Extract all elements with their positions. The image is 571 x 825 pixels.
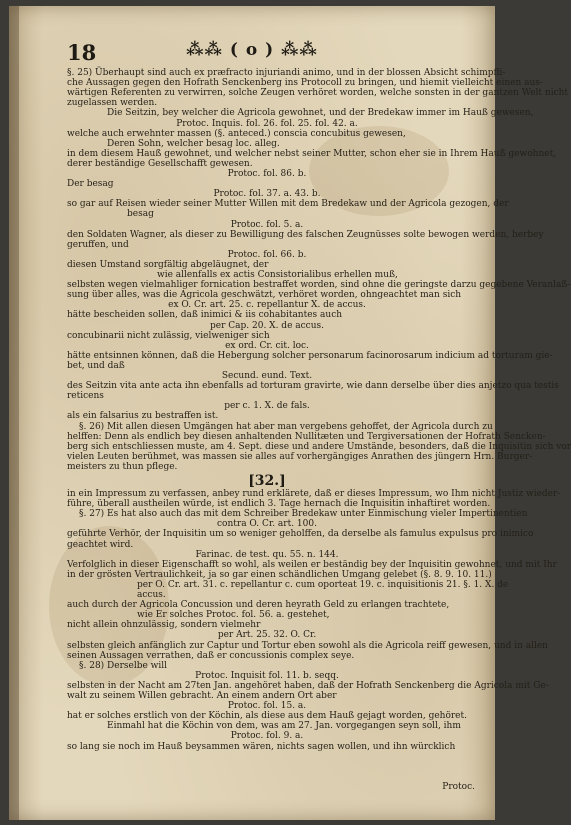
text-line: Protoc. fol. 5. a. — [230, 219, 304, 230]
text-line: führe, überall austheilen würde, ist endlich 3. Tage hernach die Inquisitin inhaftiret worden. — [67, 499, 491, 510]
text-line: ex O. Cr. art. 25. c. repellantur X. de accus. — [168, 300, 366, 311]
text-line: berg sich entschliessen muste, am 4. Sept. diese und andere Umstände, besonders, daß die Inquisitin sich vor — [67, 441, 571, 452]
text-line: selbsten wegen vielmahliger fornication bestraffet worden, sind ohne die geringste darzu gegebene Veranlaß- — [67, 280, 571, 291]
text-line: Die Seitzin, bey welcher die Agricola gewohnet, und der Bredekaw immer im Hauß gewesen, — [107, 108, 534, 119]
text-line: hätte bescheiden sollen, daß inimici & iis cohabitantes auch — [67, 310, 343, 321]
text-line: Protoc. Inquis. fol. 26. fol. 25. fol. 42. a. — [176, 118, 358, 129]
text-line: wärtigen Referenten zu verwirren, solche Zeugen verhöret worden, welche sonsten in der gantzen Welt nicht — [67, 88, 569, 99]
text-line: per Art. 25. 32. O. Cr. — [217, 630, 317, 641]
text-line: Protoc. fol. 66. b. — [227, 249, 307, 260]
text-line: concubinarii nicht zulässig, vielweniger sich — [67, 330, 270, 341]
text-line: Protoc. fol. 15. a. — [227, 701, 307, 712]
text-line: Protoc. Inquisit fol. 11. b. seqq. — [195, 670, 339, 681]
text-line: wie allenfalls ex actis Consistorialibus erhellen muß, — [157, 270, 398, 280]
text-line: per c. 1. X. de fals. — [224, 401, 310, 412]
text-line: Protoc. fol. 86. b. — [227, 169, 307, 179]
text-line: diesen Umstand sorgfältig abgeläugnet, der — [67, 259, 269, 270]
page-header — [9, 6, 495, 65]
text-line: derer beständige Gesellschafft gewesen. — [67, 158, 253, 169]
text-line: §. 27) Es hat also auch das mit dem Schreiber Bredekaw unter Einmischung vieler Impertinentien — [79, 509, 528, 520]
text-line: Deren Sohn, welcher besag loc. alleg. — [107, 138, 280, 149]
text-line: sung über alles, was die Agricola geschwätzt, verhöret worden, ohngeachtet man sich — [67, 290, 462, 301]
text-line: §. 26) Mit allen diesen Umgängen hat aber man vergebens gehoffet, der Agricola durch zu — [79, 421, 493, 432]
catchword: Protoc. — [442, 782, 475, 792]
text-line: che Aussagen gegen den Hofrath Senckenberg ins Protocoll zu bringen, und hiemit vielleicht einen aus- — [67, 78, 543, 89]
text-line: accus. — [137, 590, 166, 600]
text-line: in dem diesem Hauß gewohnet, und welcher nebst seiner Mutter, schon eher sie in Ihrem Hauß gewohnet, — [67, 148, 557, 159]
text-line: als ein falsarius zu bestraffen ist. — [67, 411, 219, 422]
text-line: helffen: Denn als endlich bey diesen anhaltenden Nullitæten und Tergiversationen der Hofrath Sencken- — [67, 431, 546, 442]
text-line: Protoc. fol. 9. a. — [230, 731, 304, 742]
page-body — [67, 68, 571, 768]
text-line: contra O. Cr. art. 100. — [217, 519, 317, 530]
text-line: Farinac. de test. qu. 55. n. 144. — [195, 549, 339, 560]
text-line: walt zu seinem Willen gebracht. An einem andern Ort aber — [67, 691, 337, 701]
text-line: in der grösten Vertraulichkeit, ja so gar einen schändlichen Umgang gelebet (§. 8. 9. 10. 11.) — [67, 569, 492, 580]
text-line: zugelassen werden. — [67, 98, 158, 109]
page-number: 18 — [67, 40, 97, 65]
text-line: Protoc. fol. 37. a. 43. b. — [213, 189, 321, 200]
text-line: per O. Cr. art. 31. c. repellantur c. cum oporteat 19. c. inquisitionis 21. §. 1. X. de — [137, 579, 509, 590]
section-marker: [32.] — [248, 473, 286, 489]
text-line: so lang sie noch im Hauß beysammen wären, nichts sagen wollen, und ihn würcklich — [67, 741, 456, 752]
text-line: Der besag — [67, 179, 114, 190]
text-line: ex ord. Cr. cit. loc. — [225, 340, 309, 351]
text-line: den Soldaten Wagner, als dieser zu Bewilligung des falschen Zeugnüsses solte bewogen werden, herbey — [67, 229, 544, 240]
text-line: selbsten in der Nacht am 27ten Jan. angehöret haben, daß der Hofrath Senckenberg die Agricola mit Ge- — [67, 680, 549, 691]
text-line: per Cap. 20. X. de accus. — [210, 320, 324, 331]
text-line: des Seitzin vita ante acta ihn ebenfalls ad torturam gravirte, wie dann derselbe über dies anjetzo qua testis — [67, 381, 559, 392]
text-line: Secund. eund. Text. — [221, 371, 313, 381]
text-line: welche auch erwehnter massen (§. anteced.) conscia concubitus gewesen, — [67, 128, 406, 139]
text-line: in ein Impressum zu verfassen, anbey rund erklärete, daß er dieses Impressum, wo Ihm nicht Justiz wieder- — [67, 489, 561, 499]
text-line: §. 25) Überhaupt sind auch ex præfracto injuriandi animo, und in der blossen Absicht schimpfli- — [67, 68, 506, 78]
text-line: hat er solches erstlich von der Köchin, als diese aus dem Hauß gejagt worden, gehöret. — [67, 711, 467, 722]
text-line: Verfolglich in dieser Eigenschafft so wohl, als weilen er beständig bey der Inquisitin gewohnet, und mit Ihr — [67, 559, 557, 570]
text-line: reticens — [67, 391, 104, 402]
text-line: wie Er solches Protoc. fol. 56. a. gestehet, — [137, 610, 330, 621]
text-line: meisters zu thun pflege. — [67, 461, 178, 472]
document-page — [9, 6, 571, 820]
text-line: vielen Leuten berühmet, was massen sie alles auf vorhergängiges Anrathen des jüngern Hrn. Burger- — [67, 451, 533, 462]
text-line: so gar auf Reisen wieder seiner Mutter Willen mit dem Bredekaw und der Agricola gezogen, der — [67, 199, 509, 210]
header-ornament: ⁂⁂ ( o ) ⁂⁂ — [186, 40, 318, 60]
text-line: §. 28) Derselbe will — [79, 660, 168, 671]
text-line: nicht allein ohnzulässig, sondern vielmehr — [67, 620, 261, 631]
text-line: seinen Aussagen verrathen, daß er concussionis complex seye. — [67, 650, 355, 661]
text-line: auch durch der Agricola Concussion und deren heyrath Geld zu erlangen trachtete, — [67, 600, 450, 611]
text-line: geruffen, und — [67, 239, 129, 250]
text-line: hätte entsinnen können, daß die Hebergung solcher personarum facinorosarum indicium ad torturam gie- — [67, 350, 553, 361]
text-line: geachtet wird. — [67, 539, 134, 550]
text-line: bet, und daß — [67, 360, 125, 371]
text-line: besag — [127, 209, 154, 220]
text-line: geführte Verhör, der Inquisitin um so weniger geholffen, da derselbe als famulus expulsus pro inimico — [67, 529, 534, 540]
text-line: Einmahl hat die Köchin von dem, was am 27. Jan. vorgegangen seyn soll, ihm — [107, 721, 461, 732]
text-line: selbsten gleich anfänglich zur Captur und Tortur eben sowohl als die Agricola reiff gewesen, und in allen — [67, 640, 548, 651]
binding-shadow — [9, 6, 19, 820]
